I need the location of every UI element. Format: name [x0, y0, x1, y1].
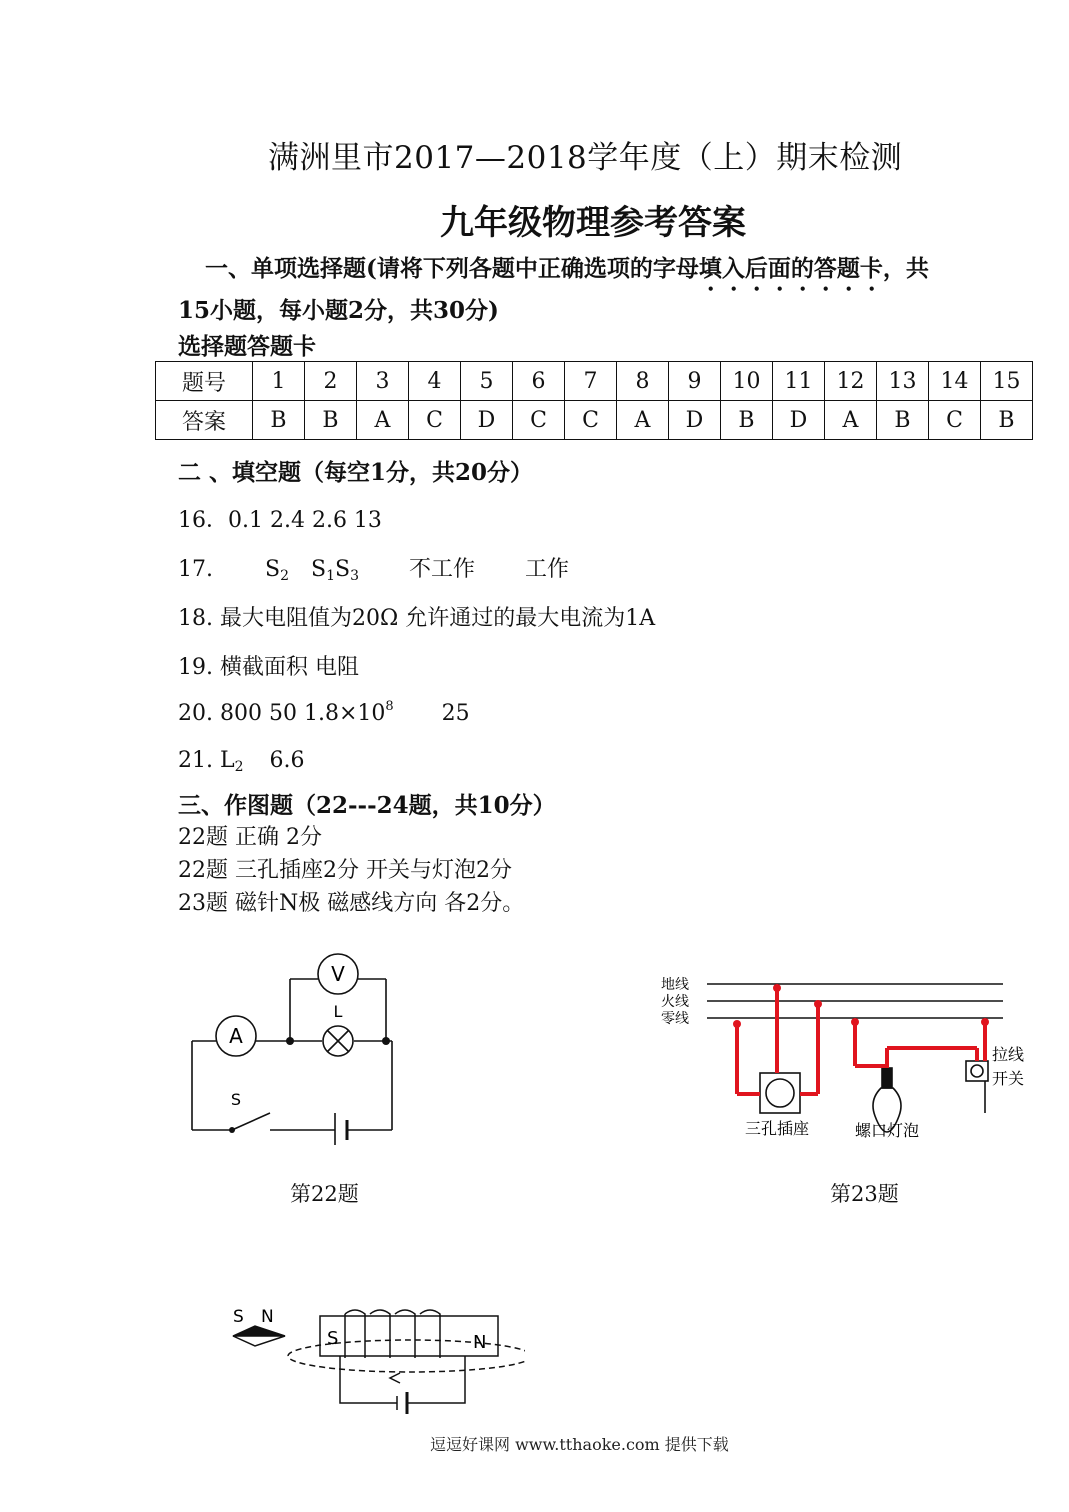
answer-cell: C [929, 401, 981, 440]
answer-cell: B [877, 401, 929, 440]
electromagnet-diagram-24 [225, 1300, 525, 1425]
fig23-caption: 第23题 [830, 1182, 899, 1206]
voltmeter-label: V [331, 962, 345, 986]
answer-19: 19. 横截面积 电阻 [178, 655, 359, 680]
switch-label-line2: 开关 [992, 1069, 1025, 1088]
answer-23-line: 23题 磁针N极 磁感线方向 各2分。 [178, 891, 525, 916]
question-number: 13 [877, 362, 929, 401]
section3-heading: 三、作图题（22---24题，共10分） [178, 792, 556, 819]
socket-label: 三孔插座 [745, 1119, 810, 1138]
answer-17: 17. $S_2$ $S_1S_3$ 不工作 工作 [178, 557, 570, 584]
document-title: 满洲里市2017—2018学年度（上）期末检测 [268, 140, 903, 176]
ground-wire-label: 地线 [661, 977, 689, 993]
switch-label-line1: 拉线 [992, 1045, 1025, 1064]
answer-card-table [155, 361, 1033, 440]
section1-heading: 一、单项选择题(请将下列各题中正确选项的字母填入后面的答题卡，共 [205, 255, 929, 282]
question-number: 2 [305, 362, 357, 401]
circuit-diagram-22 [180, 945, 410, 1145]
section2-heading: 二 、填空题（每空1分，共20分） [178, 459, 534, 486]
answer-cell: A [617, 401, 669, 440]
ammeter-label: A [229, 1024, 243, 1048]
question-number: 12 [825, 362, 877, 401]
question-number: 14 [929, 362, 981, 401]
fig22-caption: 第22题 [290, 1182, 359, 1206]
question-number: 4 [409, 362, 461, 401]
needle-s-label: S [233, 1307, 244, 1327]
answer-card-label: 选择题答题卡 [178, 333, 316, 360]
bulb-label: 螺口灯泡 [855, 1121, 920, 1140]
switch-label: S [230, 1090, 242, 1109]
coil-n-label: N [473, 1332, 487, 1353]
answer-cell: B [721, 401, 773, 440]
answer-16: 16．0.1 2.4 2.6 13 [178, 508, 382, 533]
coil-s-label: S [327, 1328, 339, 1349]
question-number: 7 [565, 362, 617, 401]
red-wire-group [737, 988, 985, 1094]
question-number: 5 [461, 362, 513, 401]
answer-20: 20. 800 50 $1.8\times 10^8$ 25 [178, 699, 470, 726]
answer-cell: D [461, 401, 513, 440]
question-number: 15 [981, 362, 1033, 401]
answer-cell: A [357, 401, 409, 440]
lamp-label: L [333, 1002, 343, 1021]
answer-22-line2: 22题 三孔插座2分 开关与灯泡2分 [178, 858, 512, 883]
answer-cell: B [305, 401, 357, 440]
table-row-answers [156, 401, 1033, 440]
answer-cell: D [669, 401, 721, 440]
footer-source: 逗逗好课网 www.tthaoke.com 提供下载 [430, 1435, 729, 1454]
question-number: 1 [253, 362, 305, 401]
answer-18: 18. 最大电阻值为20Ω 允许通过的最大电流为1A [178, 606, 656, 631]
red-junction-group [733, 984, 989, 1028]
answer-21: 21. $L_2$ 6.6 [178, 748, 305, 775]
neutral-wire-label: 零线 [661, 1011, 689, 1027]
answer-22-line1: 22题 正确 2分 [178, 825, 322, 850]
question-number: 10 [721, 362, 773, 401]
row-header-answer: 答案 [156, 401, 253, 440]
live-wire-label: 火线 [661, 994, 689, 1010]
answer-cell: B [981, 401, 1033, 440]
answer-cell: C [513, 401, 565, 440]
wiring-diagram-23 [655, 968, 1035, 1148]
question-number: 11 [773, 362, 825, 401]
answer-cell: D [773, 401, 825, 440]
question-number: 3 [357, 362, 409, 401]
question-number: 6 [513, 362, 565, 401]
table-row-numbers [156, 362, 1033, 401]
document-subtitle: 九年级物理参考答案 [440, 203, 746, 243]
needle-n-label: N [261, 1307, 274, 1327]
answer-cell: C [565, 401, 617, 440]
answer-cell: A [825, 401, 877, 440]
question-number: 8 [617, 362, 669, 401]
question-number: 9 [669, 362, 721, 401]
section1-heading-cont: 15小题，每小题2分，共30分) [178, 297, 499, 324]
answer-cell: C [409, 401, 461, 440]
answer-cell: B [253, 401, 305, 440]
row-header-question: 题号 [156, 362, 253, 401]
